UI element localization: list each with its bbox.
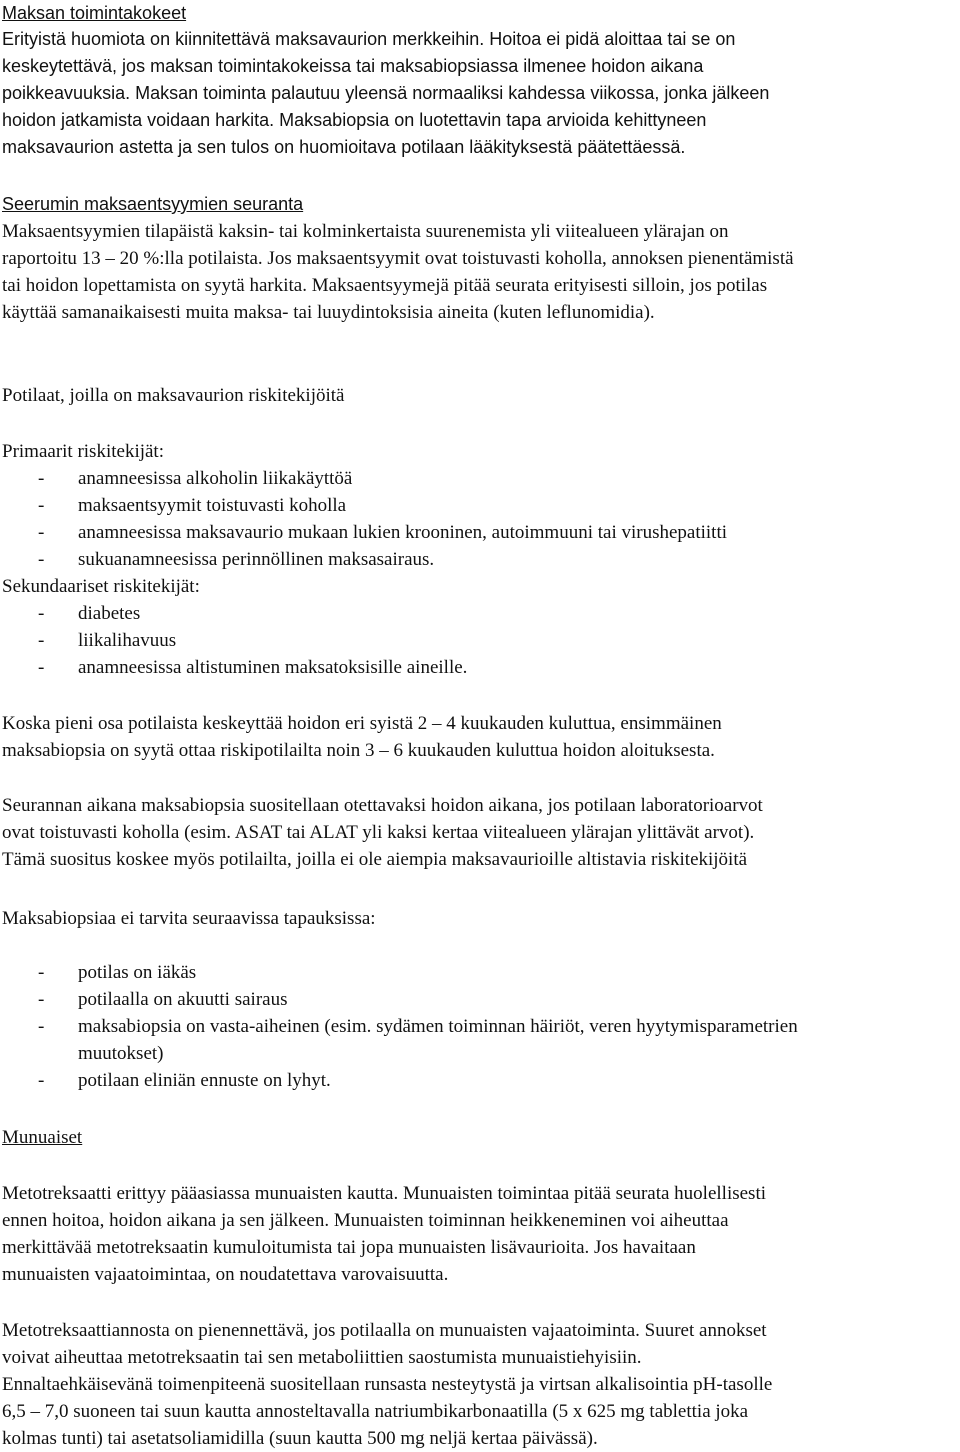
paragraph-line: tai hoidon lopettamista on syytä harkita. Maksaentsyymejä pitää seurata erityisesti silloin, jos potilas — [2, 275, 768, 296]
list-marker: - — [38, 495, 45, 516]
primary-label: Primaarit riskitekijät: — [2, 441, 164, 462]
paragraph-line: Tämä suositus koskee myös potilailta, joilla ei ole aiempia maksavaurioille altistavia riskitekijöitä — [2, 849, 748, 870]
list-item: potilas on iäkäs — [78, 962, 197, 983]
paragraph-line: maksabiopsia on syytä ottaa riskipotilailta noin 3 – 6 kuukauden kuluttua hoidon aloituksesta. — [2, 740, 715, 761]
paragraph-line: Maksaentsyymien tilapäistä kaksin- tai kolminkertaista suurenemista yli viitealueen ylärajan on — [2, 221, 729, 242]
secondary-label: Sekundaariset riskitekijät: — [2, 576, 200, 597]
list-marker: - — [38, 989, 45, 1010]
list-item: maksabiopsia on vasta-aiheinen (esim. sydämen toiminnan häiriöt, veren hyytymisparametrien — [78, 1016, 798, 1037]
list-marker: - — [38, 1070, 45, 1091]
list-item: potilaalla on akuutti sairaus — [78, 989, 288, 1010]
list-marker: - — [38, 630, 45, 651]
list-marker: - — [38, 549, 45, 570]
paragraph-line: hoidon jatkamista voidaan harkita. Maksabiopsia on luotettavin tapa arvioida kehittyneen — [2, 110, 707, 130]
heading-seerumin-seuranta: Seerumin maksaentsyymien seuranta — [2, 194, 304, 214]
paragraph-intro: Maksabiopsiaa ei tarvita seuraavissa tapauksissa: — [2, 908, 376, 929]
paragraph-line: munuaisten vajaatoimintaa, on noudatettava varovaisuutta. — [2, 1264, 449, 1285]
paragraph-line: ovat toistuvasti koholla (esim. ASAT tai ALAT yli kaksi kertaa viitealueen ylärajan ylittävät arvot). — [2, 822, 755, 843]
paragraph-line: voivat aiheuttaa metotreksaatin tai sen metaboliittien saostumista munuaistiehyisiin. — [2, 1347, 642, 1368]
list-item-continuation: muutokset) — [78, 1043, 164, 1064]
heading-munuaiset: Munuaiset — [2, 1127, 83, 1148]
list-item: liikalihavuus — [78, 630, 177, 651]
list-marker: - — [38, 657, 45, 678]
paragraph-line: Koska pieni osa potilaista keskeyttää hoidon eri syistä 2 – 4 kuukauden kuluttua, ensimmäinen — [2, 713, 722, 734]
list-item: anamneesissa alkoholin liikakäyttöä — [78, 468, 353, 489]
paragraph-line: poikkeavuuksia. Maksan toiminta palautuu yleensä normaaliksi kahdessa viikossa, jonka jälkeen — [2, 83, 770, 103]
paragraph-line: Ennaltaehkäisevänä toimenpiteenä suositellaan runsasta nesteytystä ja virtsan alkalisointia pH-tasolle — [2, 1374, 773, 1395]
paragraph-line: käyttää samanaikaisesti muita maksa- tai luuydintoksisia aineita (kuten leflunomidia). — [2, 302, 655, 323]
paragraph-line: ennen hoitoa, hoidon aikana ja sen jälkeen. Munuaisten toiminnan heikkeneminen voi aiheuttaa — [2, 1210, 729, 1231]
list-item: diabetes — [78, 603, 141, 624]
paragraph-line: Erityistä huomiota on kiinnitettävä maksavaurion merkkeihin. Hoitoa ei pidä aloittaa tai se on — [2, 29, 736, 49]
paragraph-line: raportoitu 13 – 20 %:lla potilaista. Jos maksaentsyymit ovat toistuvasti koholla, annoksen pienentämistä — [2, 248, 794, 269]
list-item: potilaan eliniän ennuste on lyhyt. — [78, 1070, 331, 1091]
paragraph-line: kolmas tunti) tai asetatsoliamidilla (suun kautta 500 mg neljä kertaa päivässä). — [2, 1428, 598, 1449]
heading-riskitekijat: Potilaat, joilla on maksavaurion riskitekijöitä — [2, 385, 345, 406]
paragraph-line: maksavaurion astetta ja sen tulos on huomioitava potilaan lääkityksestä päätettäessä. — [2, 137, 686, 157]
list-item: anamneesissa altistuminen maksatoksisille aineille. — [78, 657, 468, 678]
paragraph-line: Metotreksaatti erittyy pääasiassa munuaisten kautta. Munuaisten toimintaa pitää seurata huolellisesti — [2, 1183, 767, 1204]
list-marker: - — [38, 1016, 45, 1037]
list-item: anamneesissa maksavaurio mukaan lukien krooninen, autoimmuuni tai virushepatiitti — [78, 522, 728, 543]
list-item: maksaentsyymit toistuvasti koholla — [78, 495, 347, 516]
heading-maksan-toimintakokeet: Maksan toimintakokeet — [2, 3, 187, 23]
paragraph-line: 6,5 – 7,0 suoneen tai suun kautta annosteltavalla natriumbikarbonaatilla (5 x 625 mg tablettia joka — [2, 1401, 749, 1422]
paragraph-line: merkittävää metotreksaatin kumuloitumista tai jopa munuaisten lisävaurioita. Jos havaitaan — [2, 1237, 696, 1258]
paragraph-line: Seurannan aikana maksabiopsia suositellaan otettavaksi hoidon aikana, jos potilaan laboratorioarvot — [2, 795, 763, 816]
list-marker: - — [38, 603, 45, 624]
paragraph-line: keskeytettävä, jos maksan toimintakokeissa tai maksabiopsiassa ilmenee hoidon aikana — [2, 56, 704, 76]
list-marker: - — [38, 962, 45, 983]
list-marker: - — [38, 468, 45, 489]
list-marker: - — [38, 522, 45, 543]
paragraph-line: Metotreksaattiannosta on pienennettävä, jos potilaalla on munuaisten vajaatoiminta. Suuret annokset — [2, 1320, 767, 1341]
list-item: sukuanamneesissa perinnöllinen maksasairaus. — [78, 549, 435, 570]
